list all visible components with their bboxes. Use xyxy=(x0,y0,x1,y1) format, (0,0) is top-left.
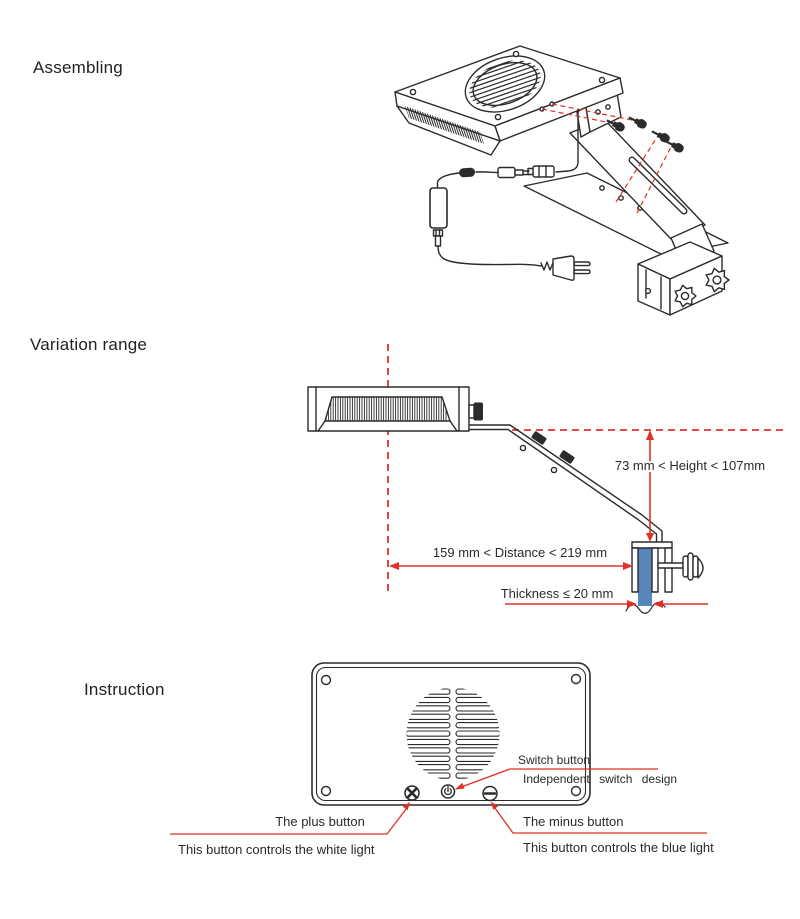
minus-button-description: This button controls the blue light xyxy=(523,840,714,855)
thickness-constraint-label: Thickness ≤ 20 mm xyxy=(500,586,614,601)
light-side-view xyxy=(308,387,483,431)
clamp-side-view xyxy=(626,542,703,613)
adapter-brick xyxy=(430,188,447,228)
corner-screw xyxy=(322,676,331,685)
corner-screw xyxy=(572,675,581,684)
section-title-assembling: Assembling xyxy=(33,58,123,77)
side-knob xyxy=(474,403,484,421)
power-button-icon xyxy=(442,785,455,798)
height-constraint-label: 73 mm < Height < 107mm xyxy=(614,458,766,473)
plus-button-description: This button controls the white light xyxy=(178,842,375,857)
clamp-screw-shaft xyxy=(658,563,683,568)
plus-button-callout xyxy=(170,802,410,857)
section-title-instruction: Instruction xyxy=(84,680,165,699)
switch-button-label: Switch button xyxy=(518,753,591,767)
minus-button-label: The minus button xyxy=(523,814,624,829)
plus-button-label: The plus button xyxy=(275,814,365,829)
plus-button-icon xyxy=(405,786,419,800)
ac-plug xyxy=(553,256,574,280)
switch-button-description: Independent switch design xyxy=(523,772,678,786)
distance-constraint-label: 159 mm < Distance < 219 mm xyxy=(432,545,608,560)
dc-jack xyxy=(533,166,554,177)
minus-button-callout xyxy=(491,802,714,856)
variation-range-diagram xyxy=(280,340,800,640)
minus-button-icon xyxy=(483,787,497,801)
corner-screw xyxy=(322,787,331,796)
section-title-variation-range: Variation range xyxy=(30,335,148,354)
height-dimension xyxy=(615,430,765,542)
dc-plug xyxy=(498,168,515,178)
instruction-diagram xyxy=(170,655,714,905)
thickness-dimension xyxy=(501,586,708,608)
distance-dimension xyxy=(389,545,633,570)
tank-glass xyxy=(638,546,652,606)
arm-side-view xyxy=(469,425,662,542)
corner-screw xyxy=(572,787,581,796)
ferrite-bead xyxy=(459,167,476,177)
assembly-diagram xyxy=(380,30,800,330)
